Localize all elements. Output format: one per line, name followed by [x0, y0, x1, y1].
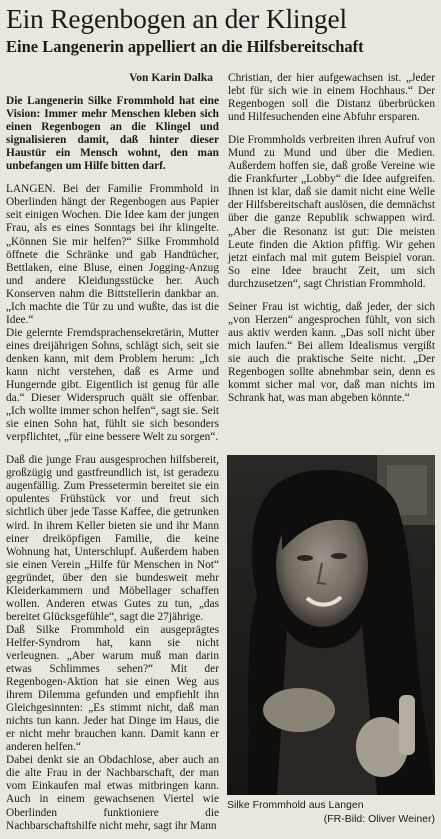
- paragraph-5: Dabei denkt sie an Obdachlose, aber auch an die alte Frau in der Nachbarschaft, der man vom Einkaufen mal etwas mitbringen kann. Auch in einem gewachsenen Viertel wie Oberlinden funktioniere die Nachbarschaftshilfe nicht mehr, sagt ihr Mann: [6, 754, 219, 832]
- headline: Ein Regenbogen an der Klingel: [6, 3, 347, 34]
- caption-text: Silke Frommhold aus Langen: [227, 799, 364, 811]
- article-column-2: [228, 72, 435, 405]
- lead-paragraph: Die Langenerin Silke Frommhold hat eine Vision: Immer mehr Menschen kleben sich einen Regenbogen an die Klingel und signalisieren damit, daß hinter dieser Haustür ein Mensch wohnt, den man unbefangen um Hilfe bitten darf.: [6, 95, 219, 173]
- subheadline: Eine Langenerin appelliert an die Hilfsbereitschaft: [6, 37, 364, 56]
- photo-credit: (FR-Bild: Oliver Weiner): [323, 812, 435, 825]
- portrait-photo-icon: [227, 455, 435, 795]
- paragraph-5-continued: Christian, der hier aufgewachsen ist. „Jeder lebt für sich wie in einem Hochhaus.“ Der Regenbogen soll die Distanz überbrücken und Hilfesuchenden eine Abfuhr ersparen.: [228, 72, 435, 124]
- paragraph-6: Die Frommholds verbreiten ihren Aufruf von Mund zu Mund und über die Medien. Außerdem hoffen sie, daß große Vereine wie die Frankfurter „Lobby“ die Idee aufgreifen. Ihnen ist klar, daß sie damit nicht eine Welle der Hilfsbereitschaft auslösen, die demnächst über die ganze Republik schwappen wird. „Aber die Resonanz ist gut: Die meisten Leute finden die Aktion pfiffig. Wir gehen jetzt einfach mal mit gutem Beispiel voran. So eine Idee braucht Zeit, um sich durchzusetzen“, sagt Christian Frommhold.: [228, 134, 435, 290]
- paragraph-4: Daß Silke Frommhold ein ausgeprägtes Helfer-Syndrom hat, kann sie nicht verleugnen. „Aber warum muß man darin etwas Schlimmes sehen?“ Mit der Regenbogen-Aktion hat sie einen Weg aus ihrem Dilemma gefunden und empfiehlt ihn Gleichgesinnten: „Es stimmt nicht, daß man nichts tun kann. Jeder hat Dinge im Haus, die er nicht mehr brauchen kann. Damit kann er anderen helfen.“: [6, 623, 219, 754]
- paragraph-2: Die gelernte Fremdsprachensekretärin, Mutter eines dreijährigen Sohns, schlägt sich, seit sie denken kann, mit dem Problem herum: „Ich kann nicht verstehen, daß es Arme und Hungernde gibt. Eigentlich ist genug für alle da.“ Dieser Widerspruch quält sie offenbar. „Ich wollte immer schon helfen“, sagt sie. Seit sie einen Sohn hat, fühlt sie sich besonders verpflichtet, „für eine bessere Welt zu sorgen“.: [6, 326, 219, 444]
- paragraph-7: Seiner Frau ist wichtig, daß jeder, der sich „von Herzen“ angesprochen fühlt, von sich aus aktiv werden kann. „Das soll nicht über mich laufen.“ Bei allem Idealismus vergißt sie auch die praktische Seite nicht. „Der Regenbogen sollte abnehmbar sein, denn es kommt sicher mal vor, daß man nichts im Schrank hat, was man abgeben könnte.“: [228, 300, 435, 405]
- article-column-1: [6, 72, 219, 833]
- paragraph-3: Daß die junge Frau ausgesprochen hilfsbereit, großzügig und gastfreundlich ist, ist geradezu augenfällig. Zum Pressetermin bereitet sie ein opulentes Frühstück vor und freut sich sichtlich über jede Tasse Kaffee, die getrunken wird. In ihrem Keller bieten sie und ihr Mann einer dreiköpfigen Familie, die keine Wohnung hat, Unterschlupf. Außerdem haben sie einen Verein „Hilfe für Menschen in Not“ gegründet, über den sie bundesweit mehr Kleiderkammern und Möbellager schaffen wollen. Anderen etwas Gutes zu tun, „das bereitet Glücksgefühle“, sagt die 27jährige.: [6, 454, 219, 623]
- paragraph-1: LANGEN. Bei der Familie Frommhold in Oberlinden hängt der Regenbogen aus Papier seit einigen Wochen. Die Idee kam der jungen Frau, als es eines Sonntags bei ihr klingelte. „Können Sie mir helfen?“ Silke Frommhold öffnete die Schränke und gab Handtücher, Bettlaken, eine Bluse, einen Jogging-Anzug und andere Kleidungsstücke her. Auch Konserven nahm die Bittstellerin dankbar an. „Ich machte die Tür zu und wußte, das ist die Idee.“: [6, 183, 219, 326]
- portrait-photo: [227, 455, 435, 795]
- byline: Von Karin Dalka: [129, 72, 213, 84]
- photo-caption: [227, 799, 435, 826]
